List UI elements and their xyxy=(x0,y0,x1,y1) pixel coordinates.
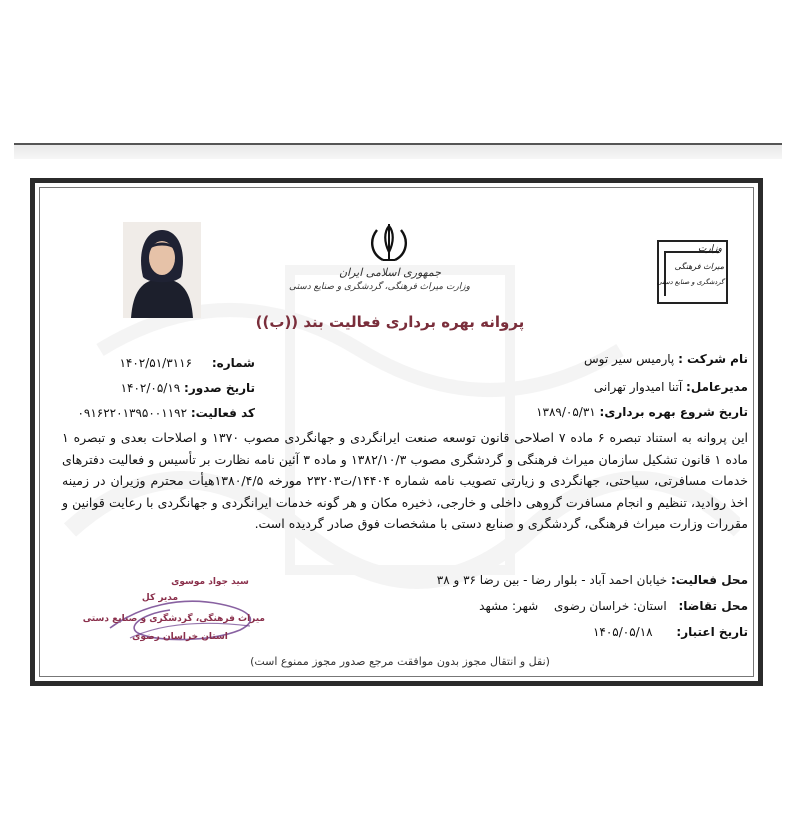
start-date-label: تاریخ شروع بهره برداری: xyxy=(599,405,748,419)
location-value: خیابان احمد آباد - بلوار رضا - بین رضا ۳۶ و ۳۸ xyxy=(436,573,668,587)
number-value: ۱۴۰۲/۵۱/۳۱۱۶ xyxy=(119,356,193,370)
start-date-value: ۱۳۸۹/۰۵/۳۱ xyxy=(536,405,596,419)
scan-edge xyxy=(14,143,782,159)
activity-code-label: کد فعالیت: xyxy=(190,406,255,420)
number-row xyxy=(119,356,255,370)
signer-position: مدیر کل xyxy=(141,593,179,603)
applicant-row xyxy=(479,599,748,613)
company-value: پارمیس سیر توس xyxy=(583,352,675,366)
company-label: نام شرکت : xyxy=(678,352,748,366)
footer-note: (نقل و انتقال مجوز بدون موافقت مرجع صدور مجوز ممنوع است) xyxy=(250,655,550,668)
signer-province: استان خراسان رضوی xyxy=(132,632,228,642)
logo-text-2: میراث فرهنگی xyxy=(674,262,724,271)
company-row xyxy=(584,352,748,366)
activity-code-row xyxy=(77,406,255,420)
location-label: محل فعالیت: xyxy=(670,573,748,587)
signer-name: سید جواد موسوی xyxy=(171,577,249,587)
gov-line-2: وزارت میراث فرهنگی، گردشگری و صنایع دستی xyxy=(288,282,470,292)
start-date-row xyxy=(536,405,748,419)
permit-body-text: این پروانه به استناد تبصره ۶ ماده ۷ اصلاحی قانون توسعه صنعت ایرانگردی و جهانگردی مصوب ۱۳۷۰ و اصلاحات بعدی و تبصره ۱ ماده ۱ قانون تشکیل سازمان میراث فرهنگی و گردشگری مصوب ۱۳۸۲/۱۰/۳ و ماده ۳ آئین نامه نظارت بر تأسیس و فعالیت دفترهای خدمات مسافرتی، سیاحتی، جهانگردی و زیارتی تصویب نامه شماره ۱۴۴۰۴/ت۲۳۲۰۳ مورخه ۱۳۸۰/۴/۵هیأت محترم وزیران در زمینه اخذ روادید، تنظیم و انجام مسافرت گروهی داخلی و خارجی، ذخیره مکان و هر گونه خدمات ایرانگردی و جهانگردی با رعایت قوانین و مقررات وزارت میراث فرهنگی، گردشگری و صنایع دستی با مشخصات فوق صادر گردیده است. xyxy=(62,430,749,531)
manager-row xyxy=(594,380,748,394)
logo-text-3: گردشگری و صنایع دستی xyxy=(656,278,724,286)
location-row xyxy=(437,573,748,587)
permit-title: پروانه بهره برداری فعالیت بند ((ب)) xyxy=(255,313,525,331)
validity-row xyxy=(593,625,748,639)
iran-emblem-icon xyxy=(363,222,415,264)
logo-text-1: وزارت xyxy=(697,244,722,254)
gov-line-1: جمهوری اسلامی ایران xyxy=(338,266,442,279)
ministry-logo xyxy=(655,238,730,306)
signer-org: میراث فرهنگی، گردشگری و صنایع دستی xyxy=(82,614,265,624)
province-value: استان: خراسان رضوی xyxy=(554,599,667,613)
manager-value: آتنا امیدوار تهرانی xyxy=(593,380,683,394)
number-label: شماره: xyxy=(211,356,255,370)
activity-code-value: ۰۹۱۶۲۲۰۱۳۹۵۰۰۱۱۹۲ xyxy=(77,406,188,420)
issue-date-row xyxy=(121,381,255,395)
manager-label: مدیرعامل: xyxy=(686,380,748,394)
applicant-label: محل تقاضا: xyxy=(678,599,748,613)
issue-date-value: ۱۴۰۲/۰۵/۱۹ xyxy=(120,381,181,395)
holder-photo xyxy=(123,222,201,318)
portrait-image xyxy=(123,222,201,318)
city-value: شهر: مشهد xyxy=(479,599,539,613)
validity-value: ۱۴۰۵/۰۵/۱۸ xyxy=(592,625,653,639)
issue-date-label: تاریخ صدور: xyxy=(184,381,255,395)
validity-label: تاریخ اعتبار: xyxy=(676,625,748,639)
